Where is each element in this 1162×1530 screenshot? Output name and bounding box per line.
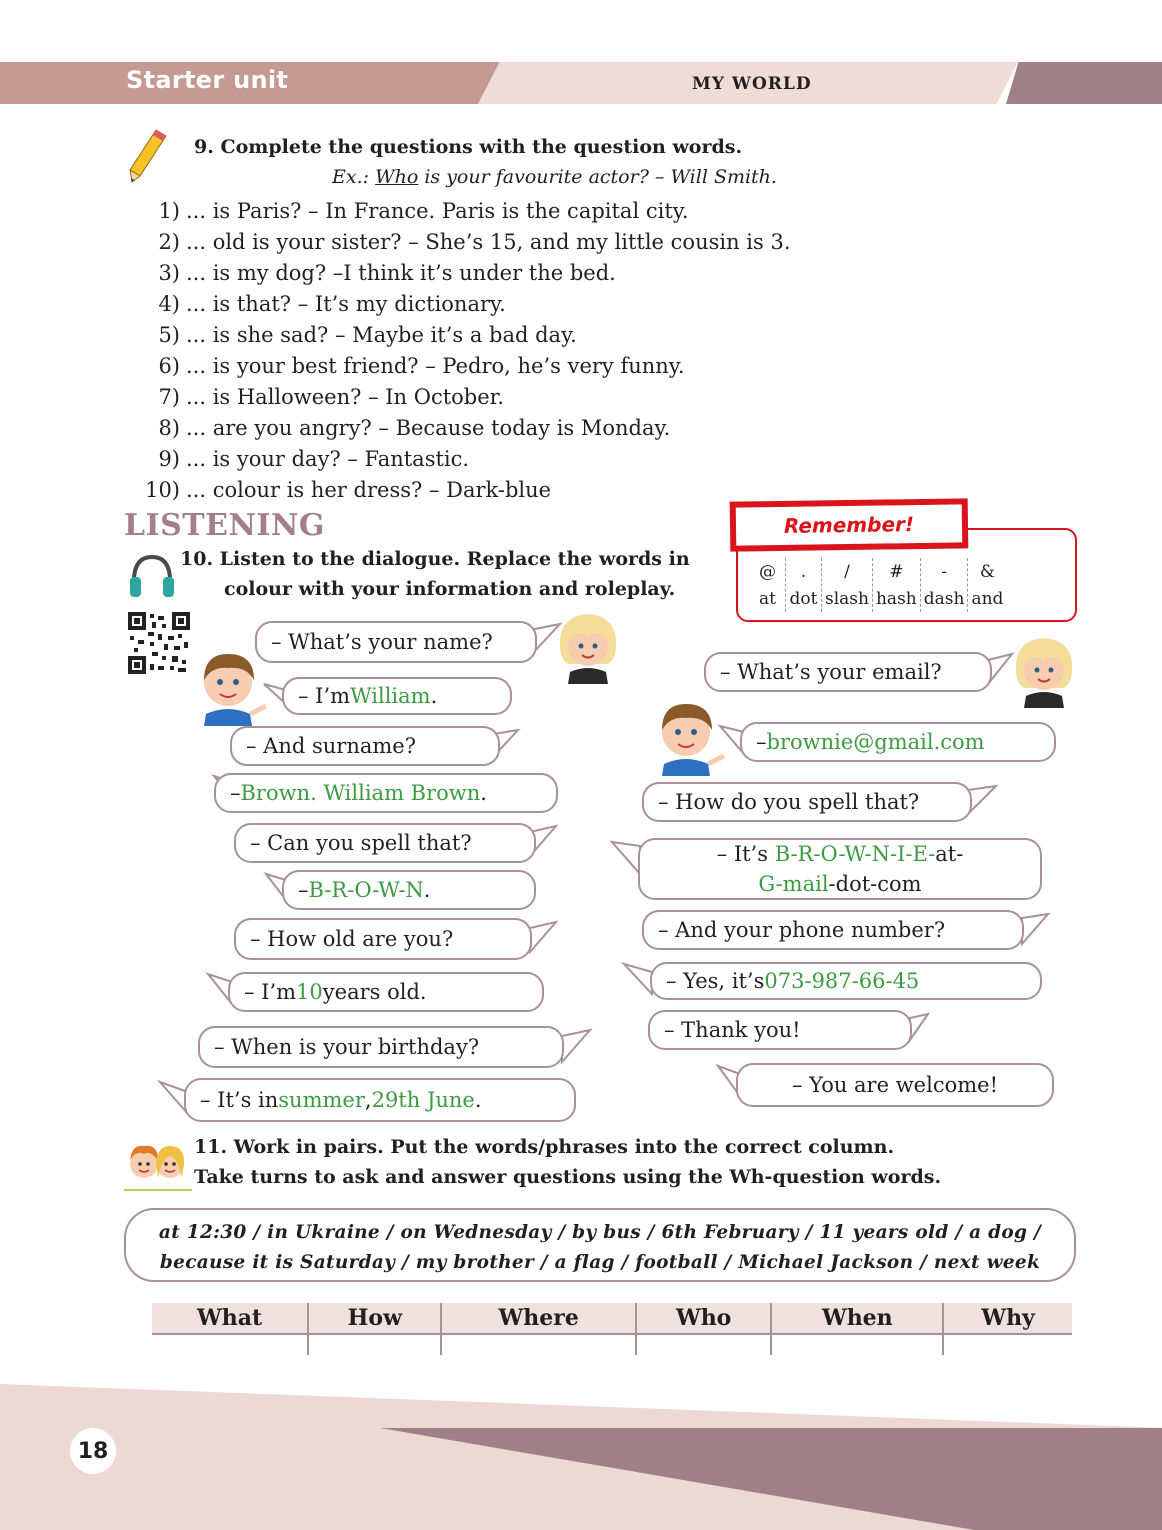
- list-item: 3) ... is my dog? –I think it’s under the bed.: [158, 261, 616, 285]
- list-item: 1) ... is Paris? – In France. Paris is the capital city.: [158, 199, 689, 223]
- speech-bubble: – It’s B-R-O-W-N-I-E-at- G-mail-dot-com: [638, 838, 1042, 900]
- symbol-at: @ at: [750, 558, 786, 612]
- speech-bubble: – What’s your name?: [255, 621, 537, 663]
- exercise-10-heading-line2: colour with your information and roleplay.: [224, 578, 676, 600]
- girl-avatar: [1012, 636, 1076, 708]
- page-number: 18: [70, 1428, 116, 1474]
- listening-title: LISTENING: [124, 508, 325, 543]
- word-bank: [124, 1208, 1076, 1282]
- speech-bubble: – brownie@gmail.com: [740, 722, 1056, 762]
- speech-bubble: – How old are you?: [234, 918, 532, 960]
- answer-cell[interactable]: [943, 1334, 1072, 1355]
- symbol-dot: . dot: [786, 558, 822, 612]
- column-header-when: When: [771, 1303, 943, 1334]
- speech-bubble: – It’s in summer , 29th June .: [184, 1078, 576, 1122]
- speech-bubble: – Yes, it’s 073-987-66-45: [650, 962, 1042, 1000]
- answer-cell[interactable]: [441, 1334, 635, 1355]
- list-item: 9) ... is your day? – Fantastic.: [158, 447, 470, 471]
- answer-cell[interactable]: [308, 1334, 441, 1355]
- speech-bubble: – Can you spell that?: [234, 823, 536, 863]
- exercise-9-example: Ex.: Who is your favourite actor? – Will Smith.: [332, 166, 777, 188]
- list-item: 8) ... are you angry? – Because today is Monday.: [158, 416, 671, 440]
- unit-title: Starter unit: [126, 66, 289, 94]
- boy-avatar: [196, 650, 268, 726]
- speech-bubble: – Brown. William Brown .: [214, 773, 558, 813]
- symbol-slash: / slash: [822, 558, 873, 612]
- speech-bubble: – What’s your email?: [704, 652, 992, 692]
- section-title: MY WORLD: [692, 74, 812, 94]
- exercise-10-heading-line1: 10. Listen to the dialogue. Replace the words in: [180, 548, 690, 570]
- column-header-why: Why: [943, 1303, 1072, 1334]
- word-bank-line1: at 12:30 / in Ukraine / on Wednesday / by bus / 6th February / 11 years old / a dog /: [158, 1222, 1042, 1243]
- speech-bubble: – And surname?: [230, 726, 500, 766]
- word-bank-line2: because it is Saturday / my brother / a flag / football / Michael Jackson / next week: [159, 1252, 1041, 1273]
- exercise-11-heading-line2: Take turns to ask and answer questions using the Wh-question words.: [194, 1166, 942, 1188]
- answer-cell[interactable]: [636, 1334, 772, 1355]
- column-header-where: Where: [441, 1303, 635, 1334]
- exercise-9-heading: 9. Complete the questions with the question words.: [194, 136, 743, 158]
- remember-title: Remember!: [783, 512, 915, 538]
- answer-cell[interactable]: [152, 1334, 308, 1355]
- list-item: 7) ... is Halloween? – In October.: [158, 385, 505, 409]
- column-header-how: How: [308, 1303, 441, 1334]
- boy-avatar: [654, 700, 726, 776]
- symbol-hash: # hash: [873, 558, 921, 612]
- list-item: 2) ... old is your sister? – She’s 15, and my little cousin is 3.: [158, 230, 791, 254]
- column-header-who: Who: [636, 1303, 772, 1334]
- speech-bubble: – Thank you!: [648, 1010, 912, 1050]
- speech-bubble: – I’m William .: [282, 677, 512, 715]
- list-item: 6) ... is your best friend? – Pedro, he’s very funny.: [158, 354, 685, 378]
- symbol-dash: - dash: [921, 558, 969, 612]
- column-header-what: What: [152, 1303, 308, 1334]
- speech-bubble: – And your phone number?: [642, 910, 1024, 950]
- wh-question-table: [152, 1303, 1072, 1355]
- speech-bubble: – When is your birthday?: [198, 1026, 564, 1068]
- girl-avatar: [556, 612, 620, 684]
- list-item: 10) ... colour is her dress? – Dark-blue: [145, 478, 552, 502]
- speech-bubble: – I’m 10 years old.: [228, 972, 544, 1012]
- answer-cell[interactable]: [771, 1334, 943, 1355]
- speech-bubble: – You are welcome!: [736, 1063, 1054, 1107]
- list-item: 5) ... is she sad? – Maybe it’s a bad day.: [158, 323, 577, 347]
- kids-pair-icon: [124, 1138, 192, 1192]
- speech-bubble: – How do you spell that?: [642, 782, 972, 822]
- list-item: 4) ... is that? – It’s my dictionary.: [158, 292, 506, 316]
- exercise-11-heading-line1: 11. Work in pairs. Put the words/phrases into the correct column.: [194, 1136, 895, 1158]
- symbol-and: & and: [971, 562, 1004, 609]
- speech-bubble: – B-R-O-W-N .: [282, 870, 536, 910]
